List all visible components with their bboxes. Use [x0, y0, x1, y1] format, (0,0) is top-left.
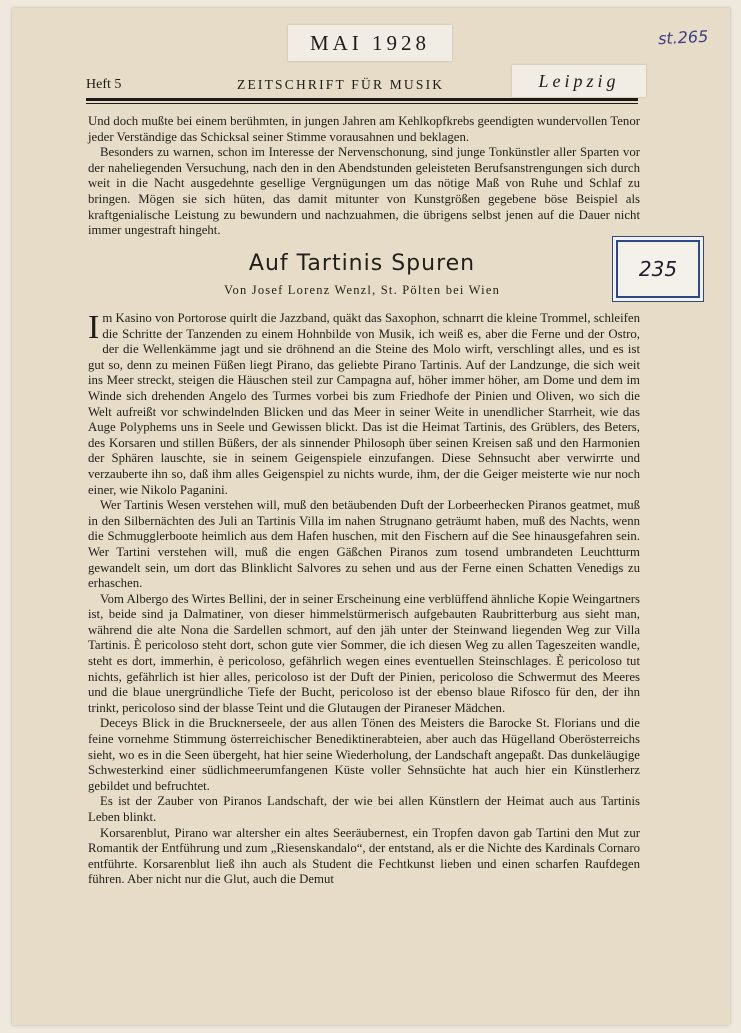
article-byline: Von Josef Lorenz Wenzl, St. Pölten bei Wien [223, 283, 501, 297]
intro-paragraph: Besonders zu warnen, schon im Interesse der Nervenschonung, sind junge Tonkünstler aller Sparten vor der naheliegenden Versuchung, nach den in den Abendstunden geleisteten Berufsanstrengungen sich durch weit in die Nacht ausgedehnte gesellige Vergnügungen um das nötige Maß von Ruhe und Schlaf zu bringen. Mögen sie sich hüten, das damit mitunter von Kunstgrößen gegebene böse Beispiel als kraftgenialische Leistung zu bewundern und nachzuahmen, die übrigens selbst jenen auf die Dauer nicht immer ungestraft hingeht. [88, 145, 640, 238]
first-paragraph-text: m Kasino von Portorose quirlt die Jazzband, quäkt das Saxophon, schnarrt die kleine Trommel, schleifen die Schritte der Tanzenden zu einem Hohnbilde von Musik, ich weiß es, aber die Ferne und der Ostro, der die Wellenkämme jagt und sie dröhnend an die Steine des Molo wirft, verschlingt alles, und es ist gut so, denn zu meinen Füßen liegt Pirano, das geliebte Pirano Tartinis. Auf der Landzunge, die sich weit ins Meer streckt, steigen die Häuschen steil zur Campagna auf, höher immer höher, am Dome und dem im Winde sich drehenden Angelo des Turmes vorbei bis zum Friedhofe der Pinien und Oliven, wo sich die Welt aufreißt vor schwindelnden Blicken und das Meer in seiner Weite in unendlicher Starrheit, wie das Auge Polyphems uns in Seele und Gewissen blickt. Das ist die Heimat Tartinis, des Grüblers, des Beters, des Korsaren und stillen Büßers, der als sinnender Philosoph über seinen Kreisen saß und den Harmonien der Sphären lauschte, sie in seinem Geigenspiele einzufangen. Diese Sehnsucht aber verwirrte und verzauberte ihn so, daß ihm alles Geigenspiel zu nichts wurde, ihm, der die Geiger meisterte wie nur noch einer, wie Nikolo Paganini. [88, 311, 640, 497]
article-paragraph: Wer Tartinis Wesen verstehen will, muß den betäubenden Duft der Lorbeerhecken Piranos geatmet, muß in den Silbernächten des Juli an Tartinis Villa im nahen Strugnano geträumt haben, muß des Nachts, wenn die Schmugglerboote heimlich aus dem Hafen huschen, mit den Fischern auf die See hinausgefahren sein. Wer Tartini verstehen will, muß die engen Gäßchen Piranos zum tosend umbrandeten Leuchtturm gewandelt sein, um dort das Blinklicht Salvores zu sehen und aus der Ferne einen Schatten Venedigs zu erhaschen. [88, 498, 640, 591]
document-page [12, 8, 730, 1025]
journal-title: ZEITSCHRIFT FÜR MUSIK [237, 77, 445, 92]
intro-text [88, 114, 640, 239]
date-stamp-label: MAI 1928 [288, 25, 452, 61]
article-body [88, 311, 640, 888]
article-paragraph: Vom Albergo des Wirtes Bellini, der in seiner Erscheinung eine verblüffend ähnliche Kopie Weingartners ist, beide sind ja Dalmatiner, von dieser himmelstürmerisch aufgebauten Raubritterburg aus sieht man, während die alte Nona die Sardellen schmort, auf den jäh unter der Steinwand liegenden Weg zur Villa Tartinis. È pericoloso steht dort, schon gute vier Sommer, die ich diesen Weg zu allen Tageszeiten wandle, steht es dort, immerhin, è pericoloso, gefährlich wegen eines eventuellen Steinschlages. È pericoloso tut nichts, gefährlich ist hier alles, pericoloso ist der Duft der Pinien, pericoloso die Schwermut des Meeres und die blaue unergründliche Tiefe der Bucht, pericoloso ist der ebenso blaue Rifosco für den, der ihn trinkt, pericoloso sind der blasse Teint und die Glutaugen der Piraneser Mädchen. [88, 591, 640, 715]
article-paragraph: Korsarenblut, Pirano war altersher ein altes Seeräubernest, ein Tropfen davon gab Tartini den Mut zur Romantik der Entführung und zum „Riesenskandalo“, der entstand, als er die Nichte des Kardinals Cornaro entführte. Korsarenblut ließ ihn auch als Student die Fechtkunst lieben und einen scharfen Raufdegen führen. Aber nicht nur die Glut, auch die Demut [88, 825, 640, 887]
header-rule-thin [86, 103, 638, 104]
issue-label: Heft 5 [86, 77, 122, 92]
article-title: Auf Tartinis Spuren [248, 251, 476, 276]
inventory-label: 235 [616, 240, 700, 298]
intro-paragraph: Und doch mußte bei einem berühmten, in jungen Jahren am Kehlkopfkrebs geendigten wundervollen Tenor jeder Verständige das Schicksal seiner Stimme vorausahnen und beklagen. [88, 114, 640, 144]
article-paragraph: Deceys Blick in die Brucknerseele, der aus allen Tönen des Meisters die Barocke St. Florians und die feine vornehme Stimmung österreichischer Benediktinerabteien, aber auch das Hügelland Oberösterreichs sieht, wo es in die Seen übergeht, hat hier seine Wiederholung, der Landschaft angepaßt. Das dunkeläugige Schwesterkind einer südlichmeerumfangenen Küste voller Sehnsüchte hat auch hier ein Künstlerherz gebildet und befruchtet. [88, 716, 640, 793]
handwritten-number: st.265 [657, 26, 709, 49]
article-paragraph [88, 311, 640, 498]
city-stamp-label: Leipzig [512, 65, 646, 97]
drop-cap: I [88, 309, 100, 346]
article-paragraph: Es ist der Zauber von Piranos Landschaft, der wie bei allen Künstlern der Heimat auch aus Tartinis Leben blinkt. [88, 794, 640, 824]
header-rule-thick [86, 98, 638, 101]
